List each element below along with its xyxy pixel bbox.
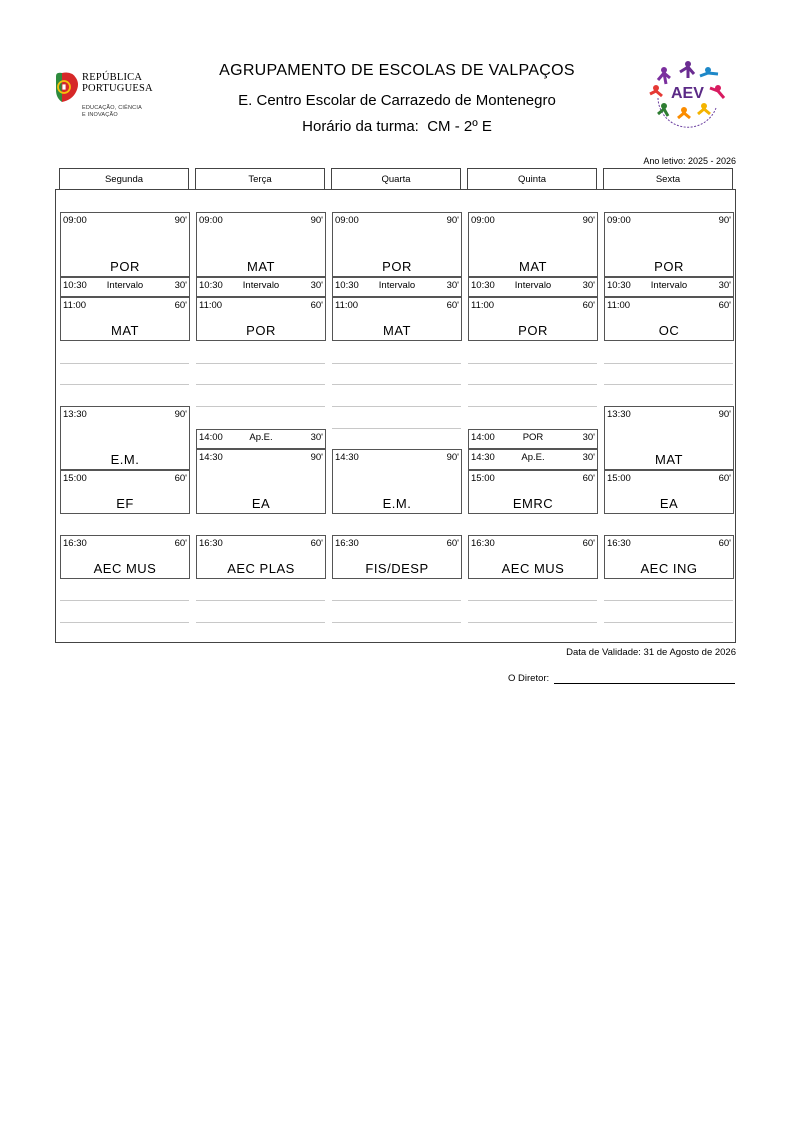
slot-time: 09:00 — [199, 215, 223, 226]
slot-time: 09:00 — [63, 215, 87, 226]
slot-1630 — [468, 535, 598, 579]
slot-time: 14:00 — [471, 432, 495, 443]
svg-text:AEV: AEV — [671, 85, 704, 102]
slot-subject: MAT — [111, 323, 139, 338]
slot-time: 10:30 — [471, 280, 495, 291]
school-name: E. Centro Escolar de Carrazedo de Montenegro — [238, 92, 556, 109]
empty-row-line — [604, 384, 733, 385]
slot-duration: 90' — [310, 215, 323, 226]
slot-time: 16:30 — [63, 538, 87, 549]
empty-row-line — [332, 622, 461, 623]
slot-time: 13:30 — [607, 409, 631, 420]
slot-duration: 60' — [718, 473, 731, 484]
slot-duration: 60' — [718, 300, 731, 311]
slot-subject: MAT — [519, 259, 547, 274]
slot-interval — [332, 277, 462, 297]
slot-0900 — [332, 212, 462, 277]
school-group-title: AGRUPAMENTO DE ESCOLAS DE VALPAÇOS — [219, 62, 575, 79]
slot-1400 — [468, 429, 598, 449]
slot-interval — [60, 277, 190, 297]
slot-subject: E.M. — [110, 452, 140, 467]
slot-0900 — [604, 212, 734, 277]
slot-subject: AEC MUS — [501, 561, 565, 576]
slot-time: 10:30 — [199, 280, 223, 291]
slot-time: 09:00 — [335, 215, 359, 226]
class-label: Horário da turma: — [302, 118, 419, 135]
day-tab-sexta: Sexta — [603, 168, 733, 189]
slot-time: 11:00 — [199, 300, 223, 311]
slot-subject: OC — [658, 323, 680, 338]
slot-subject: AEC PLAS — [227, 561, 295, 576]
slot-time: 14:30 — [335, 452, 359, 463]
slot-time: 11:00 — [471, 300, 495, 311]
aev-people-icon — [644, 58, 730, 140]
slot-1100 — [604, 297, 734, 341]
empty-row-line — [468, 384, 597, 385]
slot-duration: 30' — [174, 280, 187, 291]
slot-1100 — [196, 297, 326, 341]
validity-date: Data de Validade: 31 de Agosto de 2026 — [566, 647, 736, 658]
aev-logo — [644, 58, 730, 140]
slot-interval — [604, 277, 734, 297]
slot-duration: 90' — [718, 215, 731, 226]
slot-subject: Intervalo — [106, 280, 144, 291]
slot-1100 — [60, 297, 190, 341]
slot-duration: 30' — [582, 432, 595, 443]
slot-duration: 90' — [174, 409, 187, 420]
empty-row-line — [332, 406, 461, 407]
slot-time: 16:30 — [607, 538, 631, 549]
slot-duration: 60' — [582, 300, 595, 311]
school-year: Ano letivo: 2025 - 2026 — [643, 156, 736, 166]
slot-time: 14:30 — [471, 452, 495, 463]
slot-subject: POR — [382, 259, 412, 274]
empty-row-line — [604, 600, 733, 601]
slot-subject: EA — [659, 496, 679, 511]
class-value: CM - 2º E — [427, 118, 492, 135]
empty-row-line — [468, 363, 597, 364]
slot-time: 11:00 — [63, 300, 87, 311]
slot-subject: Intervalo — [514, 280, 552, 291]
slot-1430 — [468, 449, 598, 470]
slot-time: 13:30 — [63, 409, 87, 420]
slot-time: 11:00 — [607, 300, 631, 311]
slot-subject: POR — [110, 259, 140, 274]
slot-subject: FIS/DESP — [365, 561, 429, 576]
ministry-text: EDUCAÇÃO, CIÊNCIA E INOVAÇÃO — [82, 105, 142, 118]
slot-subject: Ap.E. — [249, 432, 273, 443]
slot-duration: 60' — [582, 538, 595, 549]
slot-subject: AEC MUS — [93, 561, 157, 576]
slot-duration: 30' — [718, 280, 731, 291]
slot-duration: 60' — [174, 473, 187, 484]
slot-duration: 30' — [310, 432, 323, 443]
slot-time: 11:00 — [335, 300, 359, 311]
slot-1100 — [332, 297, 462, 341]
empty-row-line — [196, 406, 325, 407]
slot-1630 — [604, 535, 734, 579]
empty-row-line — [60, 363, 189, 364]
slot-time: 16:30 — [199, 538, 223, 549]
slot-1630 — [196, 535, 326, 579]
slot-1430 — [196, 449, 326, 514]
slot-0900 — [196, 212, 326, 277]
slot-time: 14:00 — [199, 432, 223, 443]
empty-row-line — [196, 384, 325, 385]
slot-subject: Intervalo — [242, 280, 280, 291]
empty-row-line — [60, 384, 189, 385]
slot-duration: 30' — [582, 280, 595, 291]
empty-row-line — [468, 600, 597, 601]
slot-1100 — [468, 297, 598, 341]
day-tab-segunda: Segunda — [59, 168, 189, 189]
slot-time: 15:00 — [607, 473, 631, 484]
slot-time: 14:30 — [199, 452, 223, 463]
slot-duration: 60' — [174, 538, 187, 549]
slot-time: 10:30 — [335, 280, 359, 291]
slot-subject: E.M. — [382, 496, 412, 511]
slot-1430 — [332, 449, 462, 514]
slot-subject: Intervalo — [650, 280, 688, 291]
slot-subject: POR — [246, 323, 276, 338]
slot-duration: 90' — [310, 452, 323, 463]
empty-row-line — [332, 600, 461, 601]
director-label: O Diretor: — [508, 673, 550, 684]
slot-time: 10:30 — [607, 280, 631, 291]
slot-subject: EA — [251, 496, 271, 511]
slot-time: 10:30 — [63, 280, 87, 291]
slot-duration: 60' — [174, 300, 187, 311]
slot-subject: EMRC — [512, 496, 554, 511]
empty-row-line — [196, 622, 325, 623]
slot-0900 — [468, 212, 598, 277]
slot-duration: 30' — [310, 280, 323, 291]
slot-duration: 90' — [718, 409, 731, 420]
empty-row-line — [60, 622, 189, 623]
slot-time: 16:30 — [471, 538, 495, 549]
slot-subject: MAT — [383, 323, 411, 338]
empty-row-line — [468, 406, 597, 407]
empty-row-line — [196, 363, 325, 364]
empty-row-line — [332, 384, 461, 385]
slot-duration: 90' — [174, 215, 187, 226]
slot-1330 — [604, 406, 734, 470]
slot-1500 — [604, 470, 734, 514]
slot-0900 — [60, 212, 190, 277]
slot-subject: POR — [522, 432, 544, 443]
slot-subject: POR — [654, 259, 684, 274]
empty-row-line — [604, 363, 733, 364]
slot-interval — [468, 277, 598, 297]
slot-duration: 60' — [310, 538, 323, 549]
slot-duration: 60' — [718, 538, 731, 549]
slot-time: 15:00 — [471, 473, 495, 484]
director-signature-line — [554, 683, 735, 684]
slot-duration: 60' — [446, 300, 459, 311]
slot-subject: AEC ING — [640, 561, 698, 576]
slot-subject: MAT — [655, 452, 683, 467]
slot-time: 16:30 — [335, 538, 359, 549]
slot-time: 09:00 — [471, 215, 495, 226]
empty-row-line — [60, 600, 189, 601]
slot-subject: MAT — [247, 259, 275, 274]
day-tab-quarta: Quarta — [331, 168, 461, 189]
slot-subject: Ap.E. — [521, 452, 545, 463]
slot-1500 — [60, 470, 190, 514]
slot-duration: 30' — [582, 452, 595, 463]
slot-subject: POR — [518, 323, 548, 338]
day-tab-quinta: Quinta — [467, 168, 597, 189]
empty-row-line — [332, 428, 461, 429]
slot-time: 15:00 — [63, 473, 87, 484]
slot-duration: 60' — [446, 538, 459, 549]
slot-time: 09:00 — [607, 215, 631, 226]
empty-row-line — [468, 622, 597, 623]
empty-row-line — [332, 363, 461, 364]
slot-duration: 30' — [446, 280, 459, 291]
slot-1630 — [332, 535, 462, 579]
slot-1500 — [468, 470, 598, 514]
slot-1330 — [60, 406, 190, 470]
republica-text: REPÚBLICA PORTUGUESA — [82, 72, 153, 94]
empty-row-line — [604, 622, 733, 623]
slot-duration: 60' — [582, 473, 595, 484]
slot-1400 — [196, 429, 326, 449]
empty-row-line — [196, 600, 325, 601]
slot-duration: 90' — [446, 215, 459, 226]
slot-subject: Intervalo — [378, 280, 416, 291]
slot-1630 — [60, 535, 190, 579]
slot-subject: EF — [116, 496, 134, 511]
slot-duration: 90' — [446, 452, 459, 463]
slot-duration: 60' — [310, 300, 323, 311]
day-tab-terca: Terça — [195, 168, 325, 189]
slot-interval — [196, 277, 326, 297]
slot-duration: 90' — [582, 215, 595, 226]
